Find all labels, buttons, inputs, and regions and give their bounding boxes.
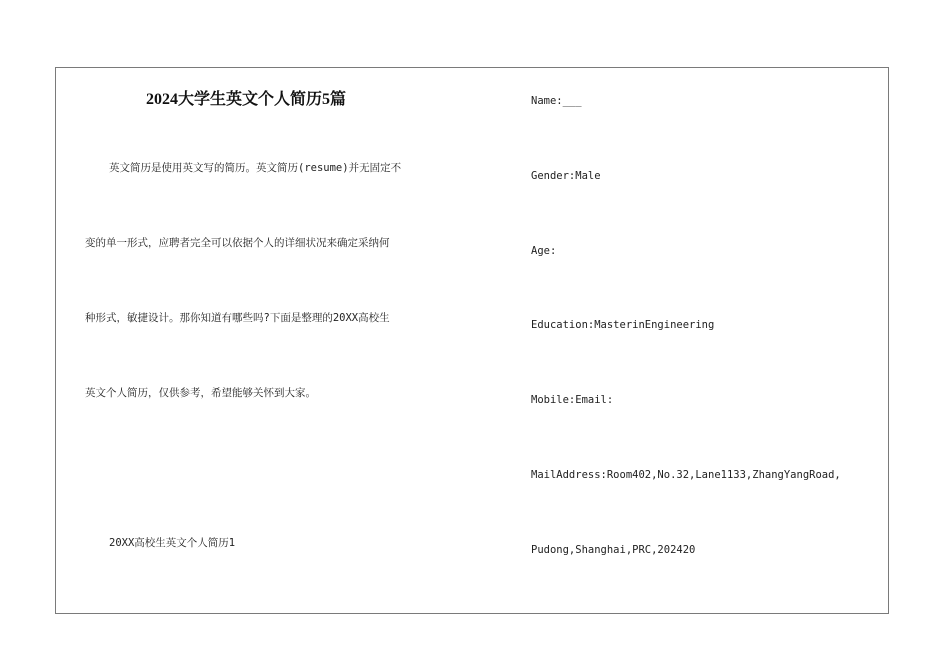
resume-address-line-1: MailAddress:Room402,No.32,Lane1133,ZhangYangRoad,: [531, 469, 841, 481]
resume-name: Name:___: [531, 95, 582, 107]
resume-gender: Gender:Male: [531, 170, 601, 182]
intro-line-1: 英文简历是使用英文写的简历。英文简历(resume)并无固定不: [109, 162, 402, 174]
page-frame: [55, 67, 889, 614]
resume-education: Education:MasterinEngineering: [531, 319, 715, 331]
resume-address-line-2: Pudong,Shanghai,PRC,202420: [531, 544, 696, 556]
intro-line-2: 变的单一形式，应聘者完全可以依据个人的详细状况来确定采纳何: [85, 237, 390, 249]
intro-line-4: 英文个人简历，仅供参考，希望能够关怀到大家。: [85, 387, 316, 399]
document-title: 2024大学生英文个人简历5篇: [146, 91, 347, 108]
resume-age: Age:: [531, 245, 557, 257]
intro-line-3: 种形式，敏捷设计。那你知道有哪些吗?下面是整理的20XX高校生: [85, 312, 390, 324]
section-heading: 20XX高校生英文个人简历1: [109, 537, 236, 549]
resume-contact: Mobile:Email:: [531, 394, 614, 406]
